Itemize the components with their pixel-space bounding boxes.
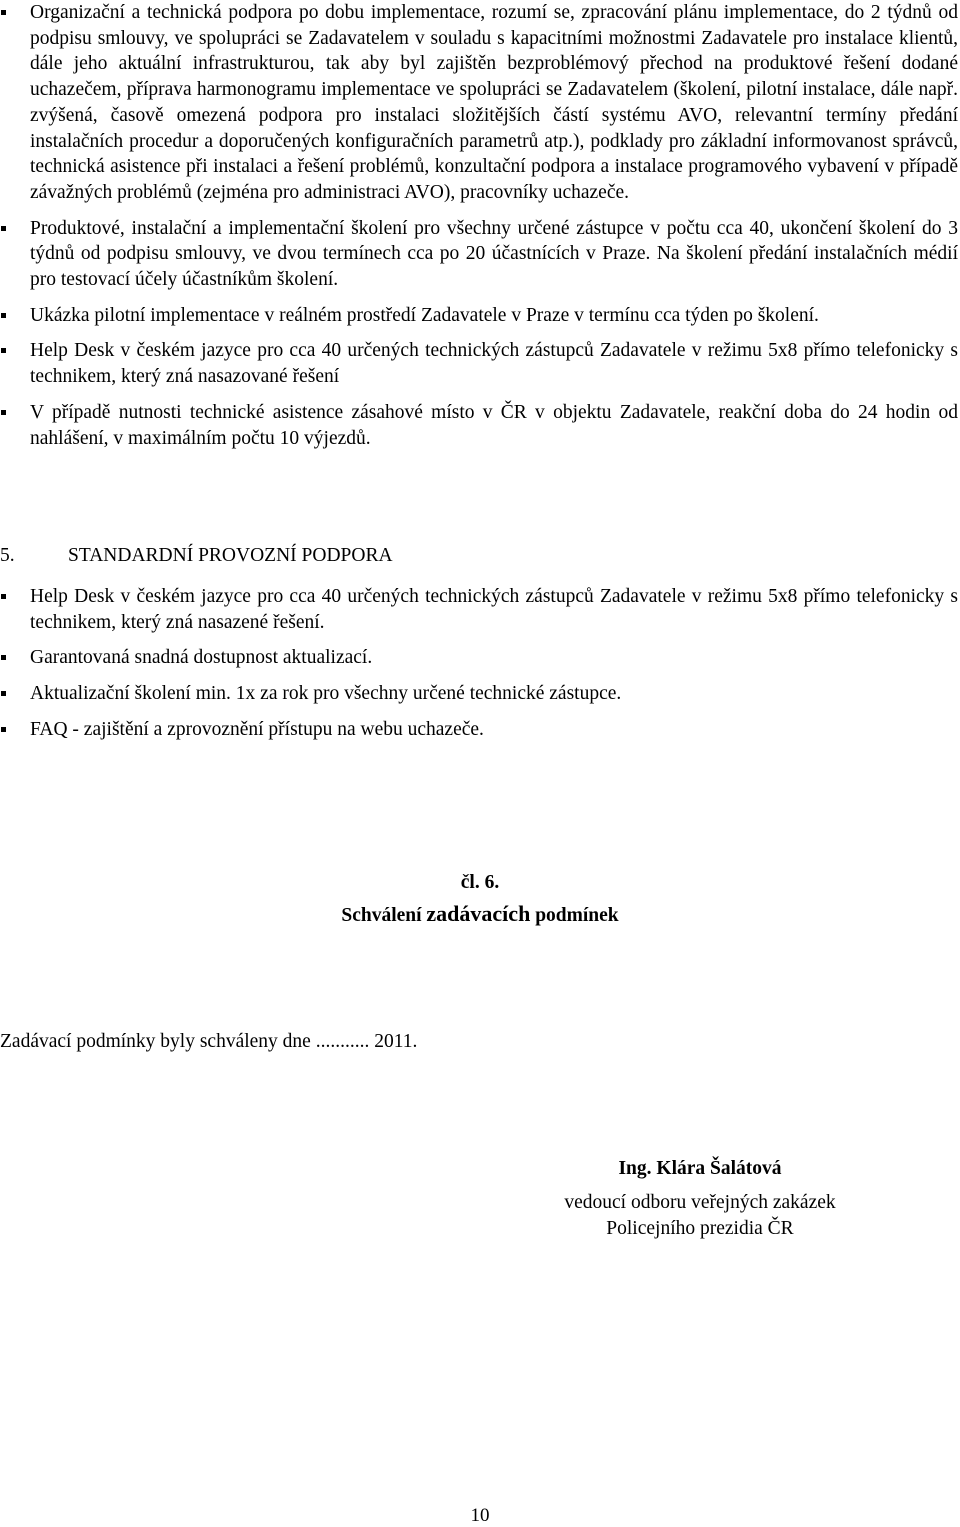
list-item-text: Organizační a technická podpora po dobu implementace, rozumí se, zpracování plánu implementace, do 2 týdnů od podpisu smlouvy, ve spolupráci se Zadavatelem v souladu s kapacitními možnostmi Zadavatele pro instalace klientů, dále jeho aktuální infrastrukturou, tak aby byl zajištěn bezproblémový přechod na produktové řešení dodané uchazečem, příprava harmonogramu implementace ve spolupráci se Zadavatelem (školení, pilotní instalace, dále např. zvýšená, časově omezená podpora pro instalaci složitějších částí systému AVO, relevantní termíny předání instalačních procedur a doporučených konfiguračních parametrů atp.), podklady pro základní informovanost správců, technická asistence při instalaci a řešení problémů, konzultační podpora a instalace programového vybavení v případě závažných problémů (zejména pro administraci AVO), pracovníky uchazeče. <box>30 2 958 203</box>
section-number: 5. <box>0 545 15 566</box>
list-item <box>0 0 958 206</box>
list-item-text: Produktové, instalační a implementační školení pro všechny určené zástupce v počtu cca 40, ukončení školení do 3 týdnů od podpisu smlouvy, ve dvou termínech cca po 20 účastnících v Praze. Na školení předání instalačních médií pro testovací účely účastníkům školení. <box>30 217 958 291</box>
list-item-text: V případě nutnosti technické asistence zásahové místo v ČR v objektu Zadavatele, reakční doba do 24 hodin od nahlášení, v maximálním počtu 10 výjezdů. <box>30 401 958 449</box>
list-item-text: Garantovaná snadná dostupnost aktualizací. <box>30 647 373 669</box>
square-bullet-icon <box>1 10 6 15</box>
list-item <box>0 584 958 635</box>
square-bullet-icon <box>1 727 6 732</box>
signatory-name: Ing. Klára Šalátová <box>618 1158 782 1179</box>
list-item <box>0 400 958 451</box>
support-list <box>0 584 958 753</box>
article-title <box>0 901 960 927</box>
list-item <box>0 681 958 707</box>
square-bullet-icon <box>1 348 6 353</box>
list-item <box>0 645 958 671</box>
article-number-text: čl. 6. <box>460 872 500 893</box>
list-item <box>0 338 958 389</box>
list-item <box>0 216 958 293</box>
list-item-text: Aktualizační školení min. 1x za rok pro všechny určené technické zástupce. <box>30 683 622 705</box>
square-bullet-icon <box>1 594 6 599</box>
list-item-text: FAQ - zajištění a zprovoznění přístupu na webu uchazeče. <box>30 718 484 740</box>
square-bullet-icon <box>1 691 6 696</box>
article-number <box>0 872 960 894</box>
section-title: STANDARDNÍ PROVOZNÍ PODPORA <box>68 545 393 566</box>
list-item-text: Help Desk v českém jazyce pro cca 40 určených technických zástupců Zadavatele v režimu 5x8 přímo telefonicky s technikem, který zná nasazené řešení. <box>30 586 958 633</box>
signatory-organization: Policejního prezidia ČR <box>606 1218 794 1239</box>
article-title-part: Schválení <box>341 905 427 926</box>
list-item <box>0 303 958 329</box>
list-item <box>0 717 958 743</box>
article-title-part: podmínek <box>530 905 619 926</box>
section-heading <box>0 543 393 569</box>
square-bullet-icon <box>1 410 6 415</box>
page-number: 10 <box>470 1505 490 1526</box>
square-bullet-icon <box>1 313 6 318</box>
square-bullet-icon <box>1 655 6 660</box>
signatory-role: vedoucí odboru veřejných zakázek <box>564 1192 836 1213</box>
square-bullet-icon <box>1 226 6 231</box>
article-title-part: zadávacích <box>426 901 531 926</box>
list-item-text: Ukázka pilotní implementace v reálném prostředí Zadavatele v Praze v termínu cca týden po školení. <box>30 304 819 326</box>
implementation-list <box>0 0 958 461</box>
list-item-text: Help Desk v českém jazyce pro cca 40 určených technických zástupců Zadavatele v režimu 5x8 přímo telefonicky s technikem, který zná nasazované řešení <box>30 340 958 388</box>
approval-statement: Zadávací podmínky byly schváleny dne ........... 2011. <box>0 1031 418 1052</box>
